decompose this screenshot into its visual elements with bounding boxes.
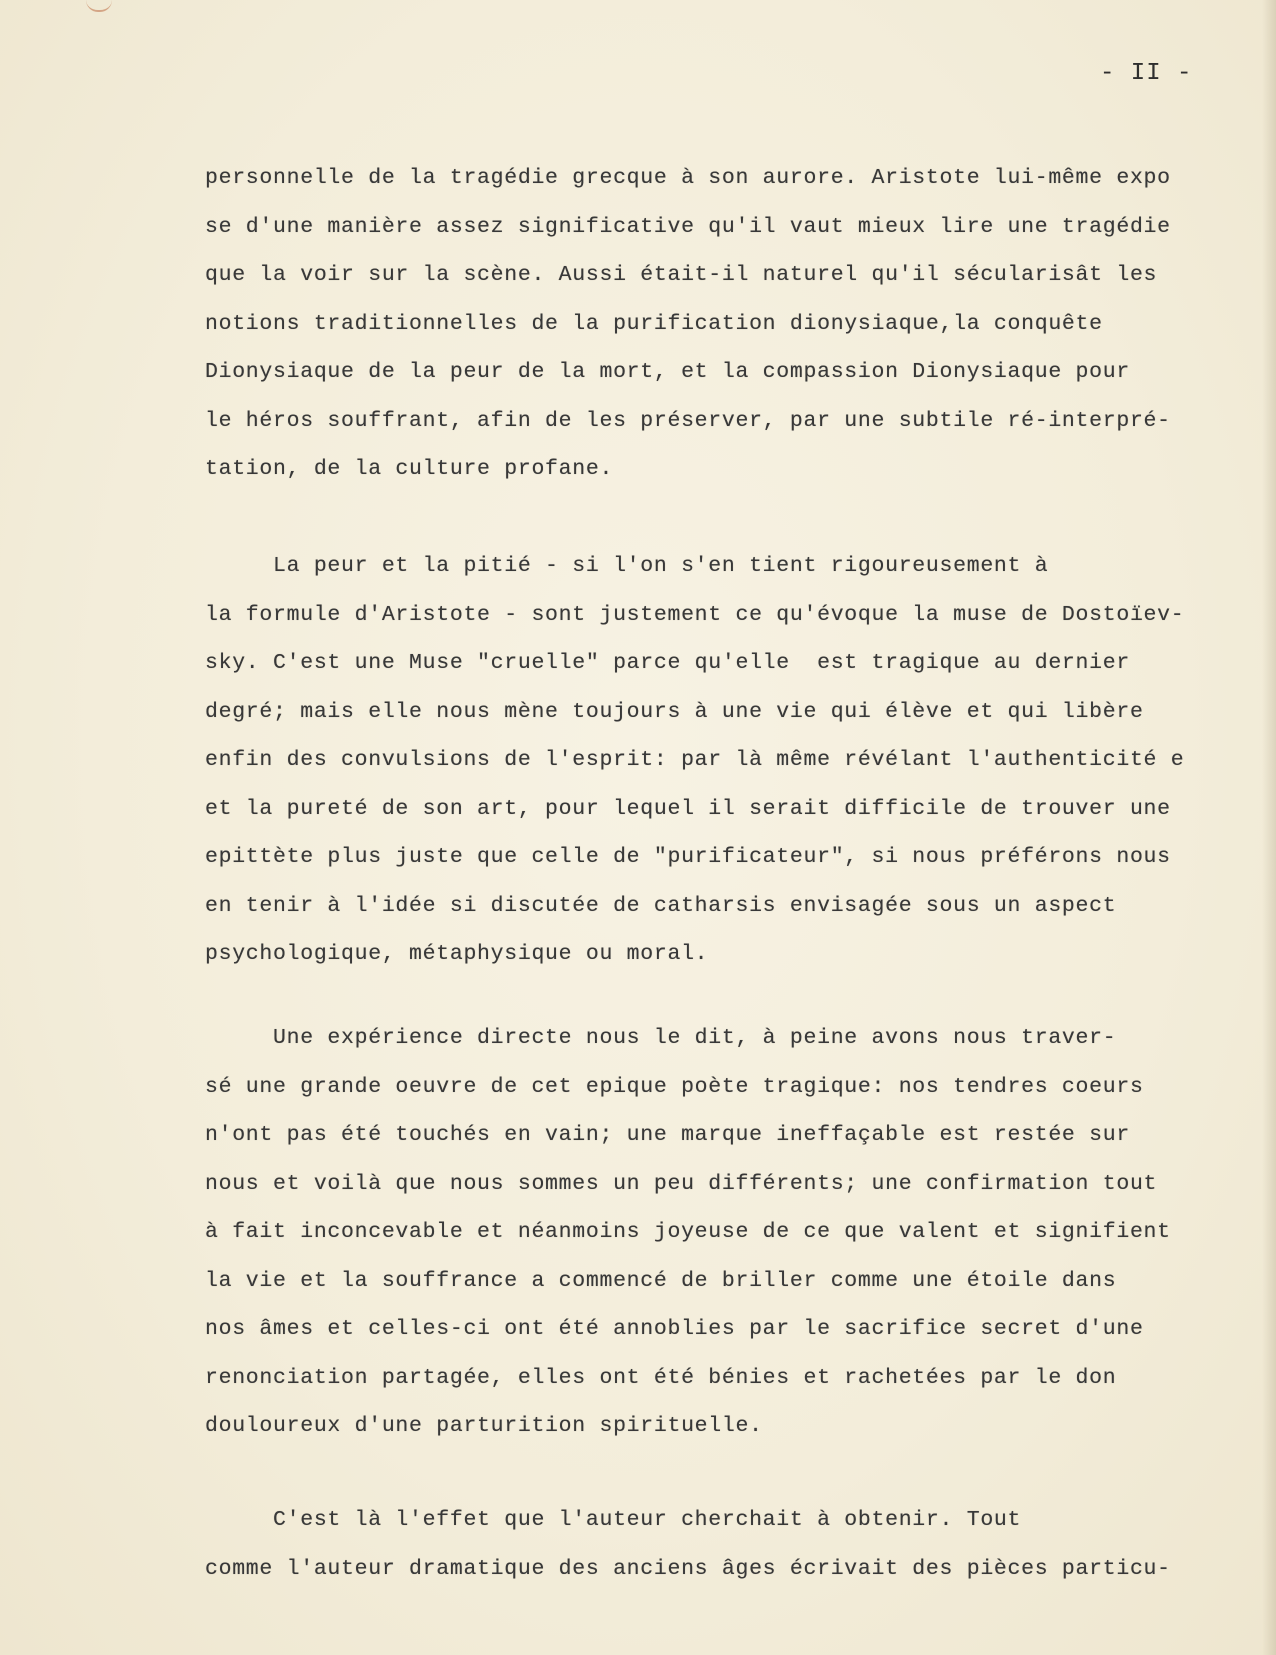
text-line: Une expérience directe nous le dit, à peine avons nous traver-	[205, 1026, 1117, 1050]
text-line: sky. C'est une Muse "cruelle" parce qu'elle est tragique au dernier	[205, 651, 1130, 675]
text-line: que la voir sur la scène. Aussi était-il naturel qu'il sécularisât les	[205, 263, 1158, 287]
text-line: en tenir à l'idée si discutée de catharsis envisagée sous un aspect	[205, 893, 1117, 918]
text-line: Dionysiaque de la peur de la mort, et la compassion Dionysiaque pour	[205, 360, 1130, 384]
paragraph-2	[205, 542, 1265, 979]
text-line: le héros souffrant, afin de les préserver, par une subtile ré-interpré-	[205, 408, 1171, 433]
text-line: degré; mais elle nous mène toujours à une vie qui élève et qui libère	[205, 699, 1144, 724]
text-line: psychologique, métaphysique ou moral.	[205, 942, 709, 966]
text-line: La peur et la pitié - si l'on s'en tient rigoureusement à	[205, 554, 1049, 578]
text-line: nos âmes et celles-ci ont été annoblies par le sacrifice secret d'une	[205, 1317, 1144, 1341]
text-line: nous et voilà que nous sommes un peu différents; une confirmation tout	[205, 1171, 1158, 1196]
text-line: et la pureté de son art, pour lequel il serait difficile de trouver une	[205, 796, 1171, 821]
text-line: se d'une manière assez significative qu'il vaut mieux lire une tragédie	[205, 214, 1171, 239]
text-line: comme l'auteur dramatique des anciens âges écrivait des pièces particu-	[205, 1556, 1171, 1581]
page-number: - II -	[1100, 60, 1193, 87]
paragraph-1	[205, 154, 1265, 494]
text-line: tation, de la culture profane.	[205, 457, 614, 481]
text-line: epittète plus juste que celle de "purificateur", si nous préférons nous	[205, 845, 1171, 869]
text-line: la vie et la souffrance a commencé de briller comme une étoile dans	[205, 1268, 1117, 1293]
text-line: personnelle de la tragédie grecque à son aurore. Aristote lui-même expo	[205, 166, 1171, 190]
paragraph-4	[205, 1496, 1265, 1593]
paragraph-3	[205, 1014, 1265, 1451]
paper-corner-mark	[86, 0, 112, 12]
text-line: à fait inconcevable et néanmoins joyeuse de ce que valent et signifient	[205, 1220, 1171, 1244]
text-line: la formule d'Aristote - sont justement ce qu'évoque la muse de Dostoïev-	[205, 602, 1185, 627]
text-line: C'est là l'effet que l'auteur cherchait à obtenir. Tout	[205, 1508, 1022, 1532]
text-line: n'ont pas été touchés en vain; une marque ineffaçable est restée sur	[205, 1123, 1130, 1147]
text-line: renonciation partagée, elles ont été bénies et rachetées par le don	[205, 1365, 1117, 1390]
text-line: douloureux d'une parturition spirituelle.	[205, 1414, 763, 1438]
text-line: enfin des convulsions de l'esprit: par là même révélant l'authenticité e	[205, 748, 1185, 772]
text-line: sé une grande oeuvre de cet epique poète tragique: nos tendres coeurs	[205, 1074, 1144, 1099]
text-line: notions traditionnelles de la purification dionysiaque,la conquête	[205, 311, 1103, 336]
